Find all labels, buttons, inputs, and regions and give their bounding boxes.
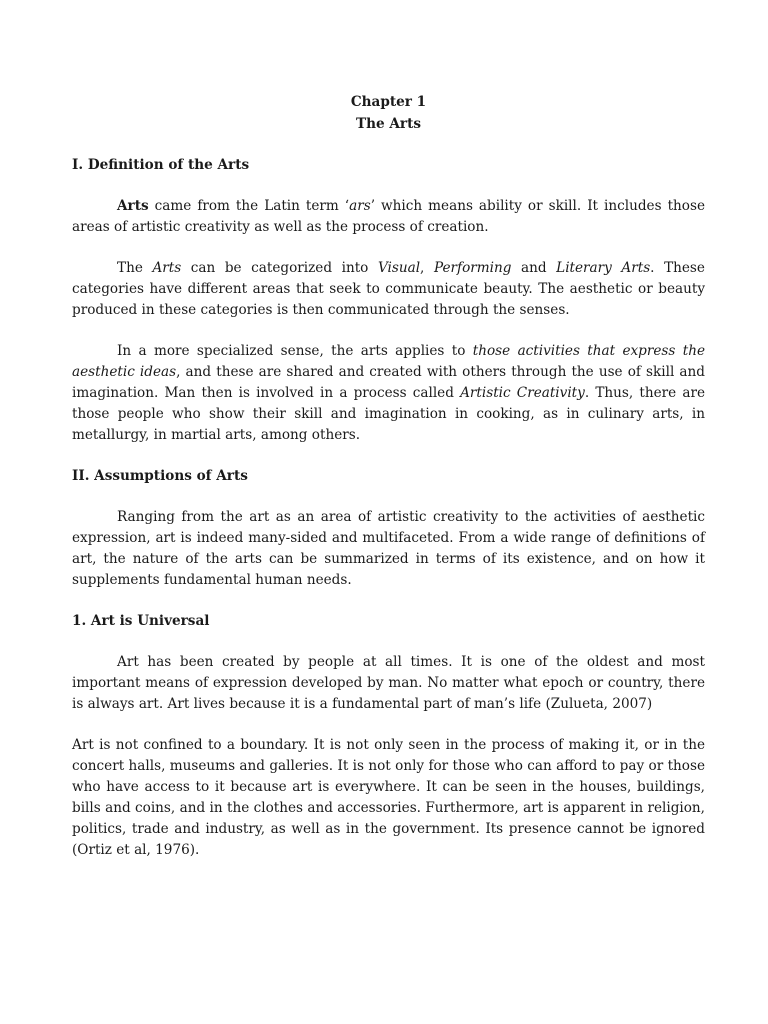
latin-term: ars <box>349 198 371 214</box>
section-heading-definition: I. Definition of the Arts <box>72 157 250 173</box>
section-heading-universal: 1. Art is Universal <box>72 613 210 629</box>
paragraph-specialized-sense: In a more specialized sense, the arts applies to those activities that express the aesthetic ideas, and these are shared and created with others through the use of skill and imagination. Man then is involved in a process called Artistic Creativity. Thus, there are those people who show their skill and imagination in cooking, as in culinary arts, in metallurgy, in martial arts, among others. <box>72 343 705 443</box>
chapter-title: The Arts <box>355 116 422 132</box>
paragraph-arts-origin: Arts came from the Latin term ‘ars’ which means ability or skill. It includes those areas of artistic creativity as well as the process of creation. <box>72 198 705 235</box>
paragraph-assumptions: Ranging from the art as an area of artistic creativity to the activities of aesthetic expression, art is indeed many-sided and multifaceted. From a wide range of definitions of art, the nature of the arts can be summarized in terms of its existence, and on how it supplements fundamental human needs. <box>72 509 705 588</box>
chapter-number: Chapter 1 <box>350 94 427 110</box>
paragraph-arts-categories: The Arts can be categorized into Visual, Performing and Literary Arts. These categories have different areas that seek to communicate beauty. The aesthetic or beauty produced in these categories is then communicated through the senses. <box>72 260 705 318</box>
term-arts: Arts <box>117 198 149 214</box>
paragraph-universal-2: Art is not confined to a boundary. It is not only seen in the process of making it, or in the concert halls, museums and galleries. It is not only for those who can afford to pay or those who have access to it because art is everywhere. It can be seen in the houses, buildings, bills and coins, and in the clothes and accessories. Furthermore, art is apparent in religion, politics, trade and industry, as well as in the government. Its presence cannot be ignored (Ortiz et al, 1976). <box>72 737 705 858</box>
paragraph-universal-1: Art has been created by people at all times. It is one of the oldest and most important means of expression developed by man. No matter what epoch or country, there is always art. Art lives because it is a fundamental part of man’s life (Zulueta, 2007) <box>72 654 705 712</box>
section-heading-assumptions: II. Assumptions of Arts <box>72 468 248 484</box>
